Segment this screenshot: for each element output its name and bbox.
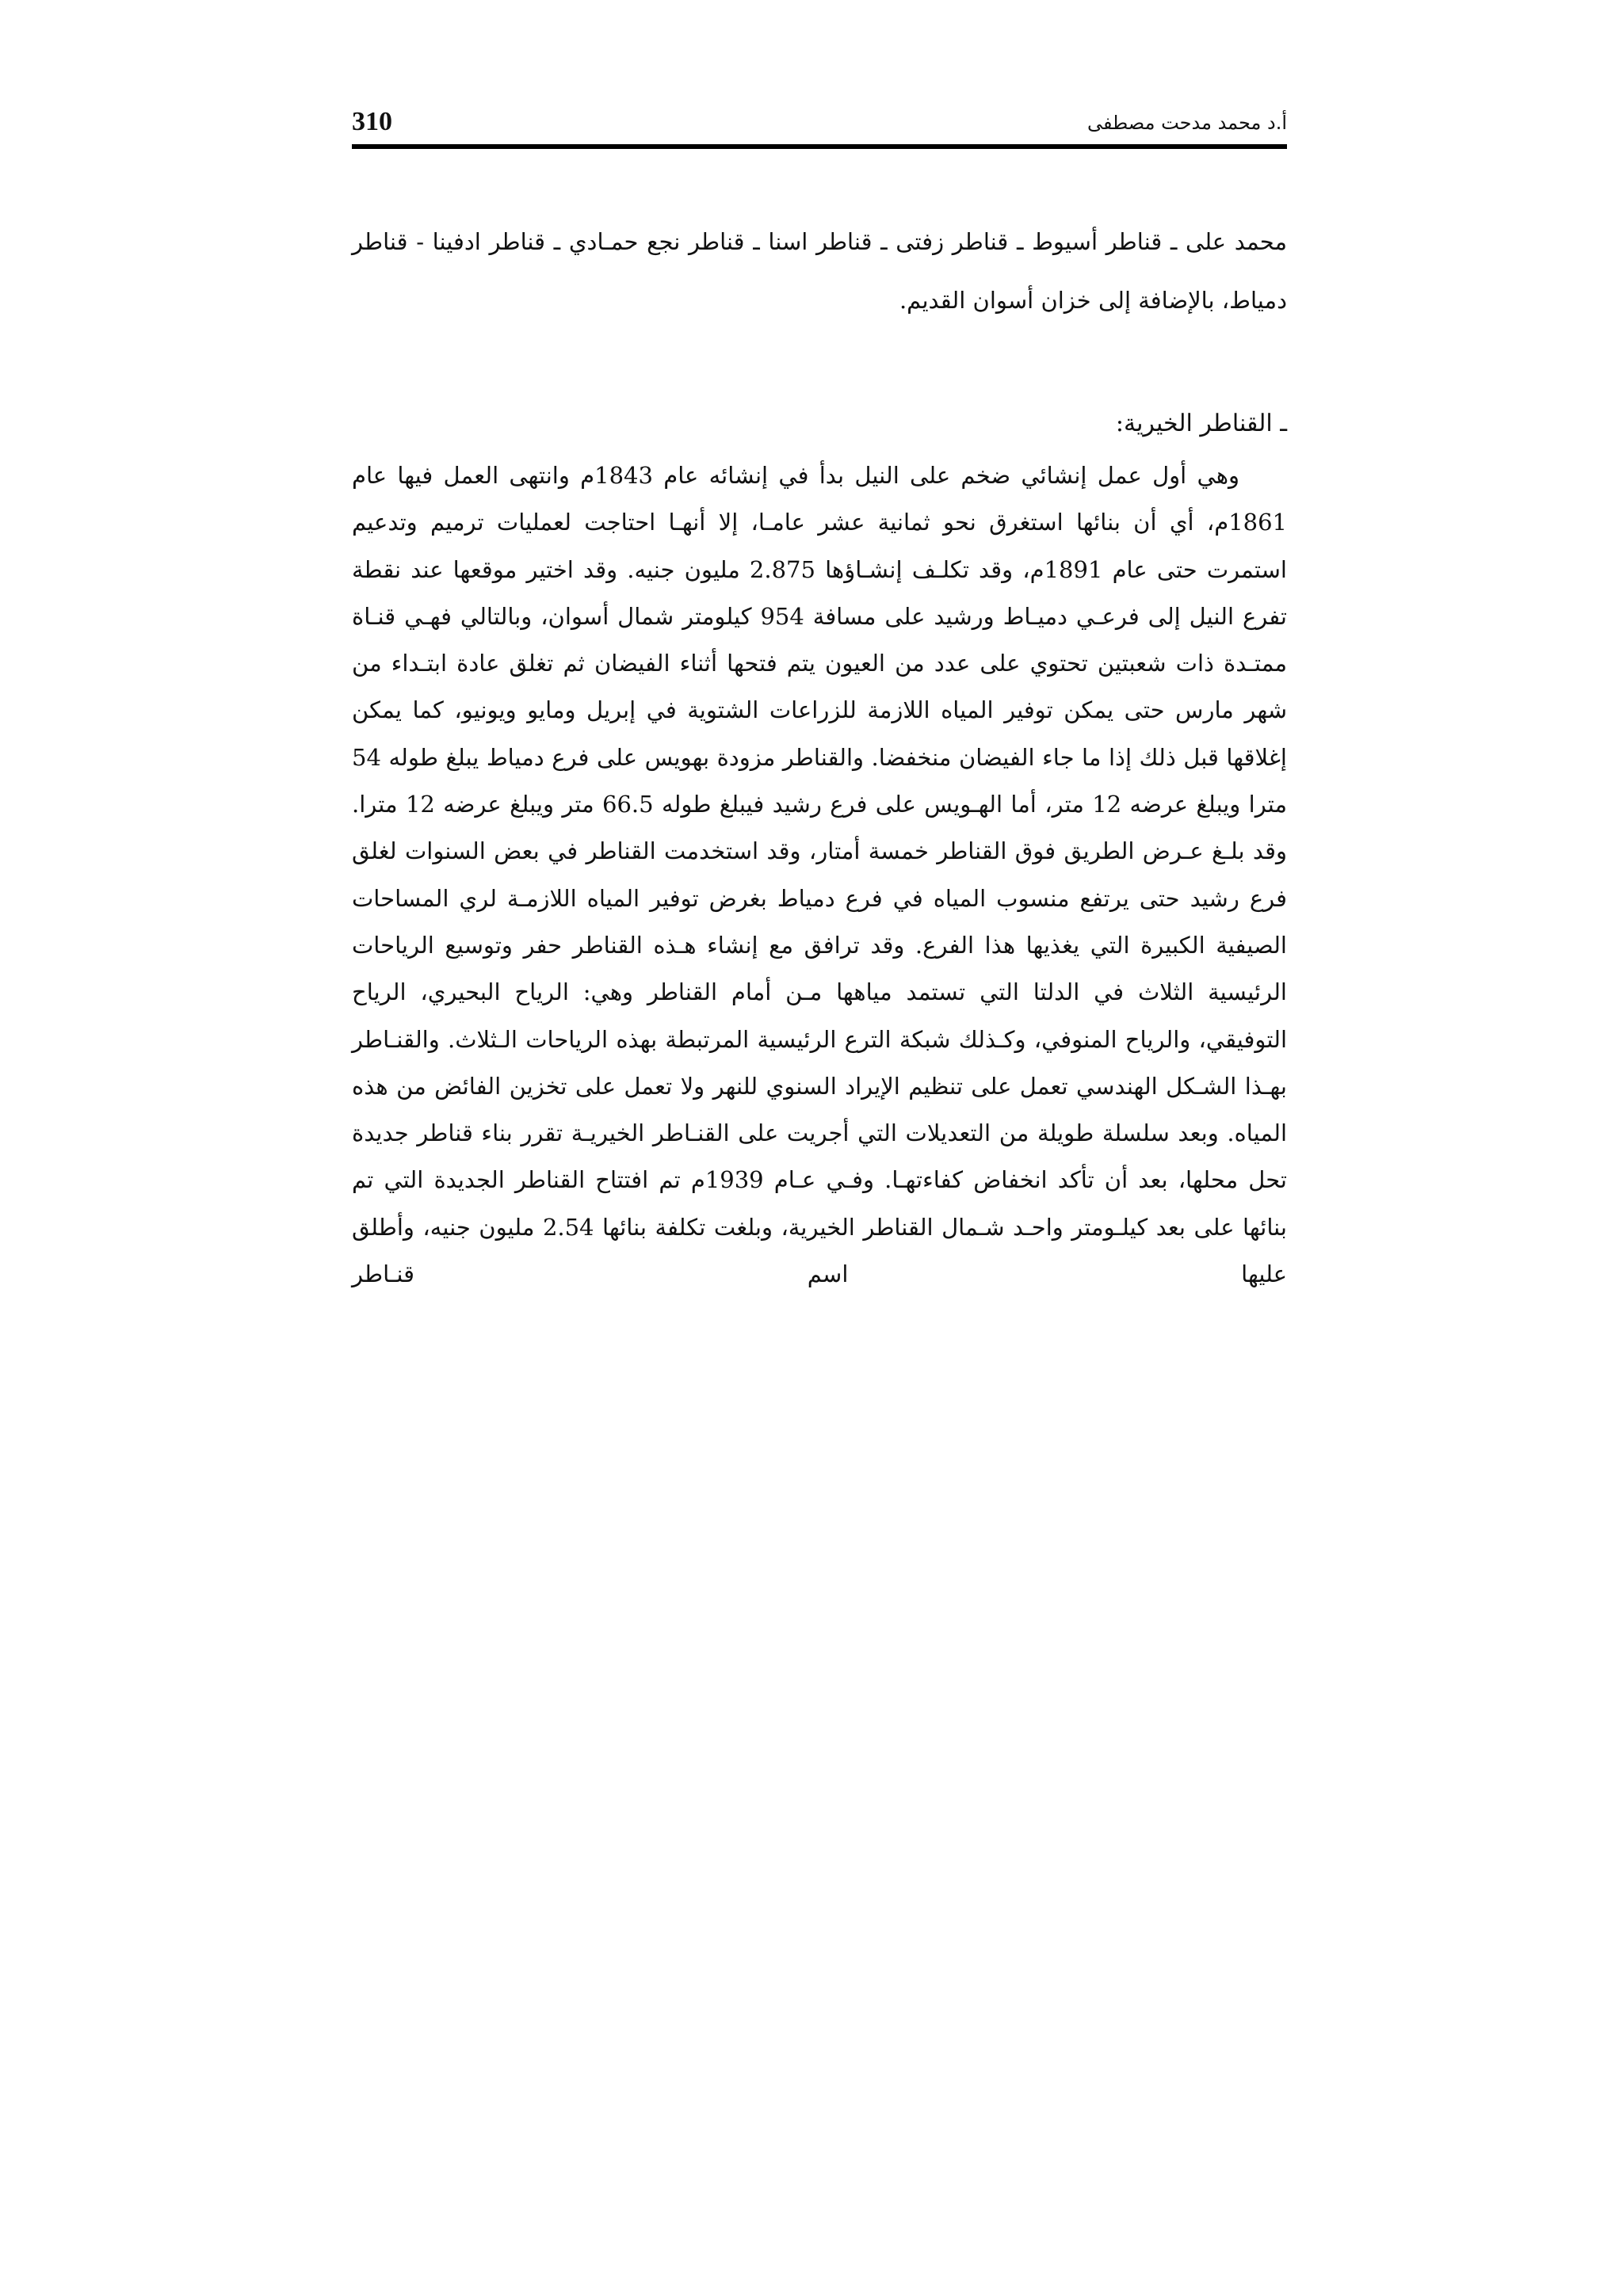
running-header-author: أ.د محمد مدحت مصطفى: [1086, 112, 1287, 134]
page-header: [352, 101, 1287, 151]
section-paragraph: وهي أول عمل إنشائي ضخم على النيل بدأ في إنشائه عام 1843م وانتهى العمل فيها عام 1861م، أي أن بنائها استغرق نحو ثمانية عشر عامـا، إلا أنهـا احتاجت لعمليات ترميم وتدعيم استمرت حتى عام 1891م، وقد تكلـف إنشـاؤها 2.875 مليون جنيه. وقد اختير موقعها عند نقطة تفرع النيل إلى فرعـي دميـاط ورشيد على مسافة 954 كيلومتر شمال أسوان، وبالتالي فهـي قنـاة ممتـدة ذات شعبتين تحتوي على عدد من العيون يتم فتحها أثناء الفيضان ثم تغلق عادة ابتـداء من شهر مارس حتى يمكن توفير المياه اللازمة للزراعات الشتوية في إبريل ومايو ويونيو، كما يمكن إغلاقها قبل ذلك إذا ما جاء الفيضان منخفضا. والقناطر مزودة بهويس على فرع دمياط يبلغ طوله 54 مترا ويبلغ عرضه 12 متر، أما الهـويس على فرع رشيد فيبلغ طوله 66.5 متر ويبلغ عرضه 12 مترا. وقد بلـغ عـرض الطريق فوق القناطر خمسة أمتار، وقد استخدمت القناطر في بعض السنوات لغلق فرع رشيد حتى يرتفع منسوب المياه في فرع دمياط بغرض توفير المياه اللازمـة لري المساحات الصيفية الكبيرة التي يغذيها هذا الفرع. وقد ترافق مع إنشاء هـذه القناطر حفر وتوسيع الرياحات الرئيسية الثلاث في الدلتا التي تستمد مياهها مـن أمام القناطر وهي: الرياح البحيري، الرياح التوفيقي، والرياح المنوفي، وكـذلك شبكة الترع الرئيسية المرتبطة بهذه الرياحات الـثلاث. والقنـاطر بهـذا الشـكل الهندسي تعمل على تنظيم الإيراد السنوي للنهر ولا تعمل على تخزين الفائض من هذه المياه. وبعد سلسلة طويلة من التعديلات التي أجريت على القنـاطر الخيريـة تقرر بناء قناطر جديدة تحل محلها، بعد أن تأكد انخفاض كفاءتهـا. وفـي عـام 1939م تم افتتاح القناطر الجديدة التي تم بنائها على بعد كيلـومتر واحـد شـمال القناطر الخيرية، وبلغت تكلفة بنائها 2.54 مليون جنيه، وأطلق عليها اسم قنـاطر: [352, 462, 1288, 1288]
header-rule: [352, 144, 1287, 149]
section-heading: ـ القناطر الخيرية:: [1115, 410, 1287, 437]
page-number: 310: [352, 107, 392, 136]
intro-paragraph: محمد على ـ قناطر أسيوط ـ قناطر زفتى ـ قناطر اسنا ـ قناطر نجع حمـادي ـ قناطر ادفينا - قناطر دمياط، بالإضافة إلى خزان أسوان القديم.: [352, 228, 1287, 314]
